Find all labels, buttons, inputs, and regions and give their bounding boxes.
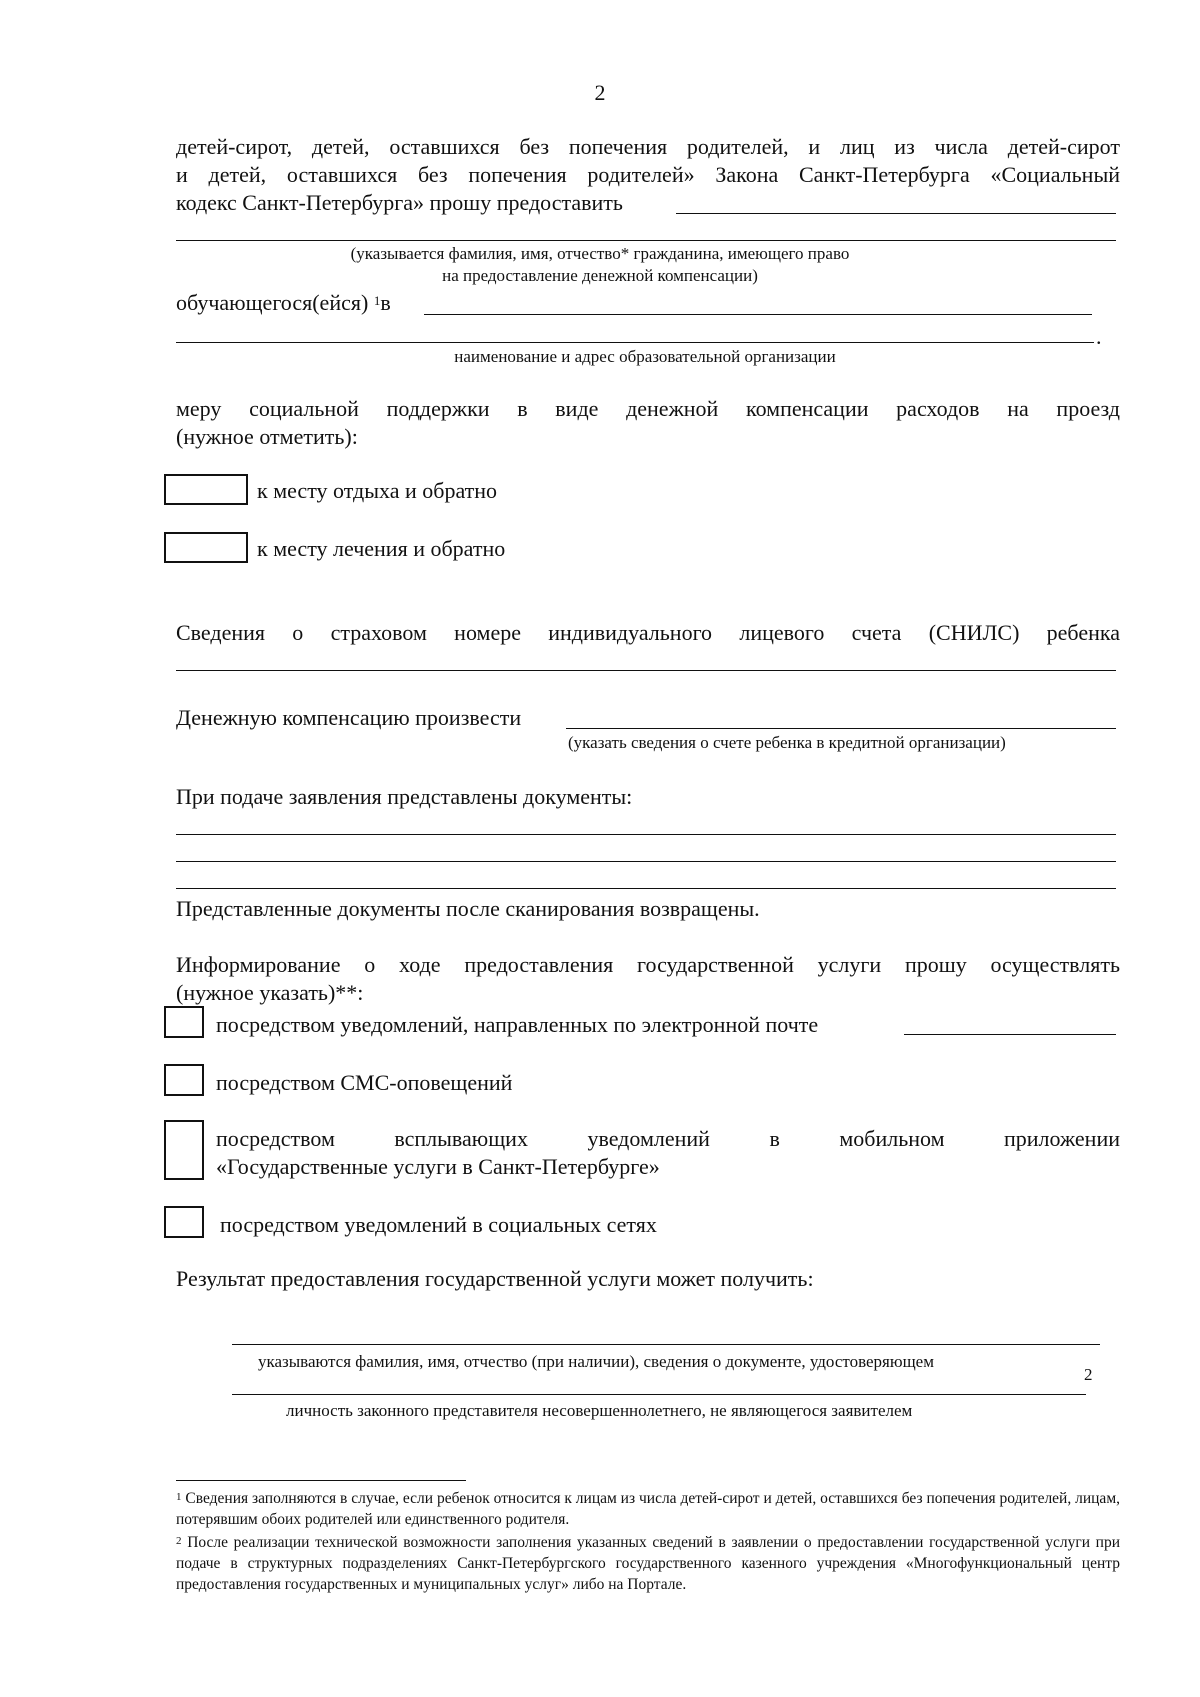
informing-line-2: (нужное указать)**: — [176, 980, 364, 1005]
treatment-checkbox[interactable] — [164, 532, 248, 563]
intro-line-3: кодекс Санкт-Петербурга» прошу предоставить — [176, 190, 623, 215]
applicant-input-line-1[interactable] — [676, 213, 1116, 214]
footnote-ref-2: 2 — [1084, 1365, 1093, 1384]
school-input-line-1[interactable] — [424, 314, 1092, 315]
snils-input-line[interactable] — [176, 670, 1116, 671]
footnote-1-text: Сведения заполняются в случае, если ребенок относится к лицам из числа детей-сирот и детей, оставшихся без попечения родителей, лицам, потерявшим обоих родителей или единственного родителя. — [176, 1490, 1120, 1528]
returned-text: Представленные документы после сканирования возвращены. — [176, 896, 760, 921]
treatment-option-label: к месту лечения и обратно — [257, 536, 506, 561]
measure-line-2: (нужное отметить): — [176, 424, 358, 449]
result-caption-1: указываются фамилия, имя, отчество (при наличии), сведения о документе, удостоверяющем — [258, 1352, 934, 1371]
footnote-separator — [176, 1480, 466, 1481]
footnote-ref-1: 1 — [373, 293, 381, 308]
result-input-line-1[interactable] — [232, 1344, 1100, 1345]
student-label-row — [176, 288, 391, 318]
documents-input-line-3[interactable] — [176, 888, 1116, 889]
social-checkbox[interactable] — [164, 1206, 204, 1238]
applicant-input-line-2[interactable] — [176, 240, 1116, 241]
sms-option-label: посредством СМС-оповещений — [216, 1070, 513, 1095]
footnote-1-mark: 1 — [176, 1491, 182, 1503]
documents-input-line-2[interactable] — [176, 861, 1116, 862]
footnote-1 — [176, 1488, 1120, 1530]
result-label: Результат предоставления государственной услуги может получить: — [176, 1266, 814, 1291]
email-input-line[interactable] — [904, 1034, 1116, 1035]
footnote-2 — [176, 1532, 1120, 1595]
intro-line-2: и детей, оставшихся без попечения родителей» Закона Санкт-Петербурга «Социальный — [176, 162, 1120, 187]
footnote-2-text: После реализации технической возможности заполнения указанных сведений в заявлении о предоставлении государственной услуги при подаче в структурных подразделениях Санкт-Петербургского государственного казенного учреждения «Многофункциональный центр предоставления государственных и муниципальных услуг» либо на Портале. — [176, 1534, 1121, 1593]
social-option-label: посредством уведомлений в социальных сетях — [220, 1212, 657, 1237]
school-caption: наименование и адрес образовательной организации — [454, 347, 836, 366]
applicant-caption-1: (указывается фамилия, имя, отчество* гражданина, имеющего право — [350, 244, 850, 263]
app-checkbox[interactable] — [164, 1120, 204, 1180]
intro-line-1: детей-сирот, детей, оставшихся без попечения родителей, и лиц из числа детей-сирот — [176, 134, 1120, 159]
student-prep: в — [380, 290, 391, 315]
snils-label: Сведения о страховом номере индивидуального лицевого счета (СНИЛС) ребенка — [176, 620, 1120, 645]
period-mark: . — [1096, 324, 1102, 349]
applicant-caption-2: на предоставление денежной компенсации) — [442, 266, 758, 285]
payment-input-line[interactable] — [566, 728, 1116, 729]
rest-option-label: к месту отдыха и обратно — [257, 478, 498, 503]
sms-checkbox[interactable] — [164, 1064, 204, 1096]
rest-checkbox[interactable] — [164, 474, 248, 505]
payment-label: Денежную компенсацию произвести — [176, 705, 522, 730]
result-input-line-2[interactable] — [232, 1394, 1086, 1395]
app-option-line-2: «Государственные услуги в Санкт-Петербурге» — [216, 1154, 660, 1179]
measure-line-1: меру социальной поддержки в виде денежной компенсации расходов на проезд — [176, 396, 1120, 421]
informing-line-1: Информирование о ходе предоставления государственной услуги прошу осуществлять — [176, 952, 1120, 977]
payment-caption: (указать сведения о счете ребенка в кредитной организации) — [568, 733, 1006, 752]
documents-input-line-1[interactable] — [176, 834, 1116, 835]
footnote-2-mark: 2 — [176, 1535, 182, 1547]
email-checkbox[interactable] — [164, 1006, 204, 1038]
app-option-line-1: посредством всплывающих уведомлений в мобильном приложении — [216, 1126, 1120, 1151]
school-input-line-2[interactable] — [176, 342, 1094, 343]
documents-label: При подаче заявления представлены документы: — [176, 784, 633, 809]
email-option-label: посредством уведомлений, направленных по электронной почте — [216, 1012, 819, 1037]
student-label: обучающегося(ейся) — [176, 290, 369, 315]
page-number: 2 — [594, 80, 606, 105]
result-caption-2: личность законного представителя несовершеннолетнего, не являющегося заявителем — [286, 1401, 913, 1420]
